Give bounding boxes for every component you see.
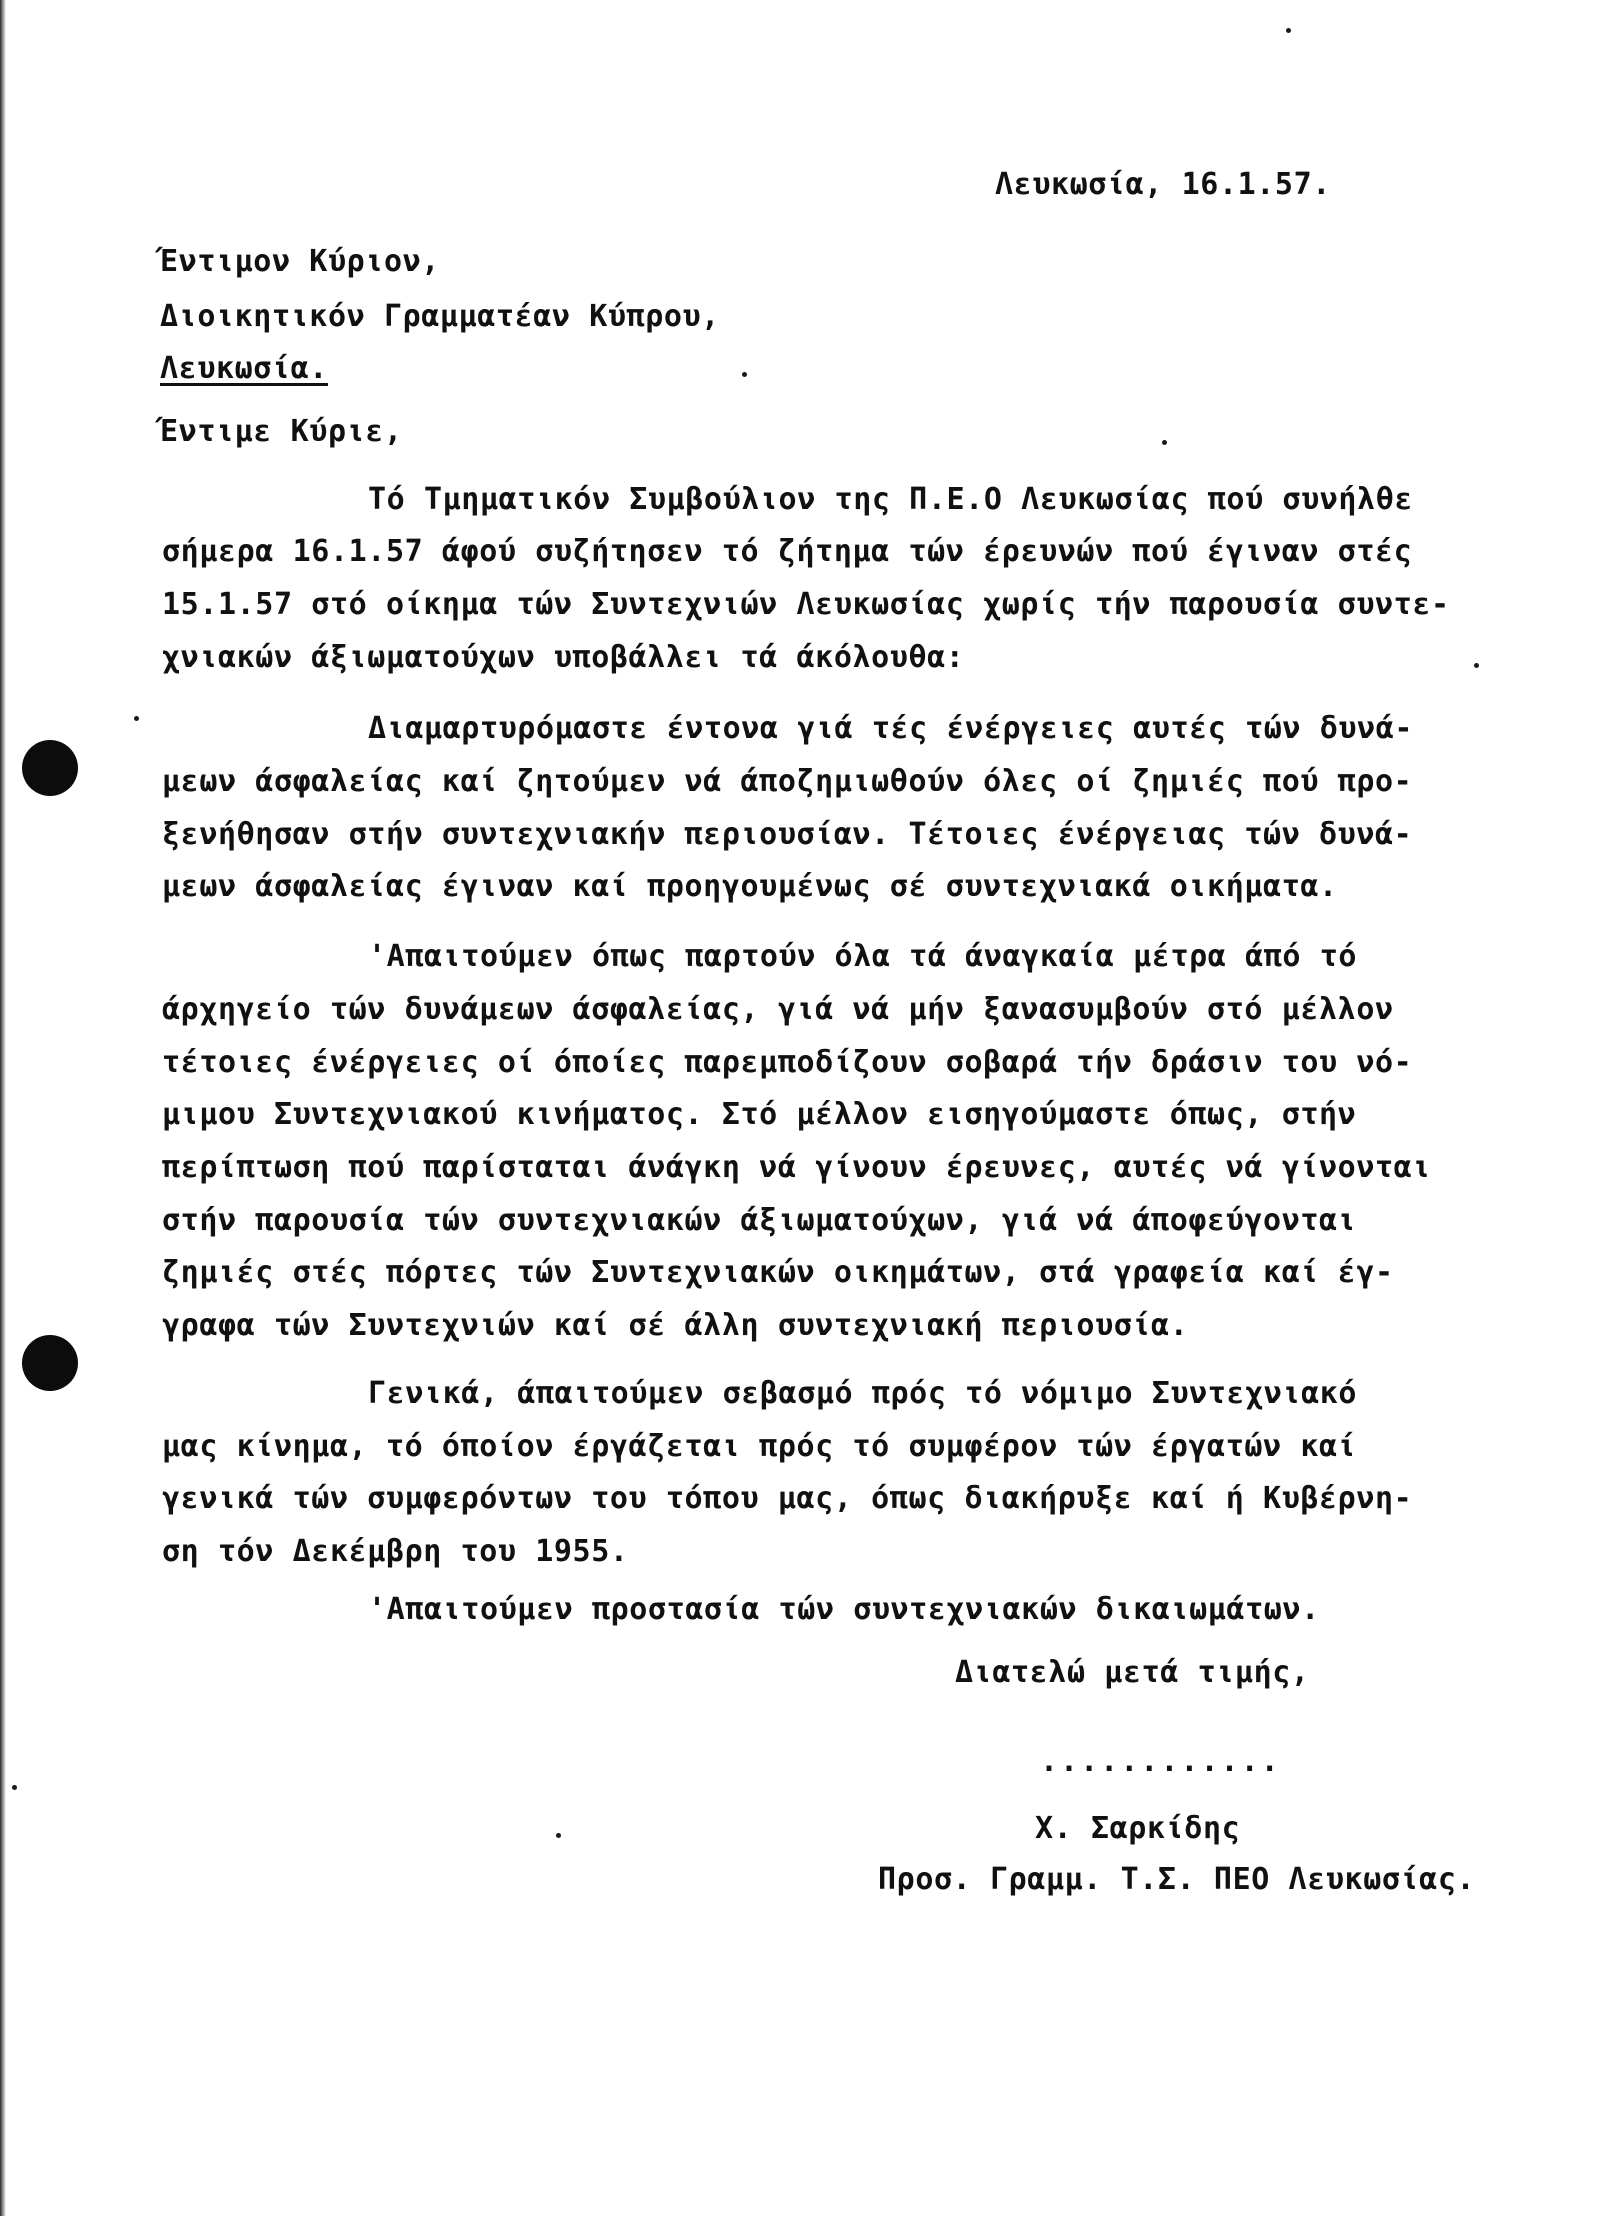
salutation: Έντιμε Κύριε, <box>160 414 403 449</box>
signature-dots: ............ <box>1040 1744 1281 1779</box>
scan-speck <box>742 372 747 377</box>
paragraph-2-line-2: μεων άσφαλείας καί ζητούμεν νά άποζημιωθούν όλες οί ζημιές πού προ- <box>162 764 1413 799</box>
paragraph-1-line-2: σήμερα 16.1.57 άφού συζήτησεν τό ζήτημα τών έρευνών πού έγιναν στές <box>162 534 1413 569</box>
date-line: Λευκωσία, 16.1.57. <box>995 167 1331 202</box>
paragraph-3-line-8: γραφα τών Συντεχνιών καί σέ άλλη συντεχνιακή περιουσία. <box>162 1308 1189 1343</box>
punch-hole-lower <box>22 1335 78 1391</box>
closing: Διατελώ μετά τιμής, <box>955 1655 1310 1690</box>
recipient-line-2: Διοικητικόν Γραμματέαν Κύπρου, <box>160 299 720 334</box>
paragraph-4-line-4: ση τόν Δεκέμβρη του 1955. <box>162 1534 629 1569</box>
recipient-line-3: Λευκωσία. <box>160 351 328 386</box>
paragraph-3-line-5: περίπτωση πού παρίσταται άνάγκη νά γίνουν έρευνες, αυτές νά γίνονται <box>162 1150 1431 1185</box>
punch-hole-upper <box>22 740 78 796</box>
paragraph-3-line-4: μιμου Συντεχνιακού κινήματος. Στό μέλλον εισηγούμαστε όπως, στήν <box>162 1097 1357 1132</box>
scan-speck <box>1474 663 1479 668</box>
paragraph-3-line-6: στήν παρουσία τών συντεχνιακών άξιωματούχων, γιά νά άποφεύγονται <box>162 1203 1357 1238</box>
scan-speck <box>12 1785 17 1790</box>
paragraph-1-line-3: 15.1.57 στό οίκημα τών Συντεχνιών Λευκωσίας χωρίς τήν παρουσία συντε- <box>162 587 1450 622</box>
scan-speck <box>1162 440 1167 445</box>
paragraph-4-line-1: Γενικά, άπαιτούμεν σεβασμό πρός τό νόμιμο Συντεχνιακό <box>368 1376 1358 1411</box>
paragraph-3-line-7: ζημιές στές πόρτες τών Συντεχνιακών οικημάτων, στά γραφεία καί έγ- <box>162 1255 1394 1290</box>
scan-edge-shadow <box>0 0 6 2216</box>
paragraph-2-line-3: ξενήθησαν στήν συντεχνιακήν περιουσίαν. Τέτοιες ένέργειας τών δυνά- <box>162 817 1413 852</box>
paragraph-4-line-2: μας κίνημα, τό όποίον έργάζεται πρός τό συμφέρον τών έργατών καί <box>162 1429 1357 1464</box>
signer-name: Χ. Σαρκίδης <box>1035 1811 1241 1846</box>
paragraph-1-line-4: χνιακών άξιωματούχων υποβάλλει τά άκόλουθα: <box>162 640 965 675</box>
paragraph-3-line-3: τέτοιες ένέργειες οί όποίες παρεμποδίζουν σοβαρά τήν δράσιν του νό- <box>162 1045 1413 1080</box>
paragraph-2-line-4: μεων άσφαλείας έγιναν καί προηγουμένως σέ συντεχνιακά οικήματα. <box>162 869 1338 904</box>
paragraph-4-line-3: γενικά τών συμφερόντων του τόπου μας, όπως διακήρυξε καί ή Κυβέρνη- <box>162 1481 1413 1516</box>
scan-speck <box>134 716 139 721</box>
scan-speck <box>1286 28 1291 33</box>
paragraph-5-line-1: 'Απαιτούμεν προστασία τών συντεχνιακών δικαιωμάτων. <box>368 1592 1320 1627</box>
signer-title: Προσ. Γραμμ. Τ.Σ. ΠΕΟ Λευκωσίας. <box>878 1862 1476 1897</box>
recipient-line-1: Έντιμον Κύριον, <box>160 244 440 279</box>
scan-speck <box>556 1833 561 1838</box>
paragraph-3-line-1: 'Απαιτούμεν όπως παρτούν όλα τά άναγκαία μέτρα άπό τό <box>368 939 1358 974</box>
paragraph-3-line-2: άρχηγείο τών δυνάμεων άσφαλείας, γιά νά μήν ξανασυμβούν στό μέλλον <box>162 992 1394 1027</box>
paragraph-1-line-1: Τό Τμηματικόν Συμβούλιον της Π.Ε.Ο Λευκωσίας πού συνήλθε <box>368 482 1414 517</box>
paragraph-2-line-1: Διαμαρτυρόμαστε έντονα γιά τές ένέργειες αυτές τών δυνά- <box>368 711 1414 746</box>
